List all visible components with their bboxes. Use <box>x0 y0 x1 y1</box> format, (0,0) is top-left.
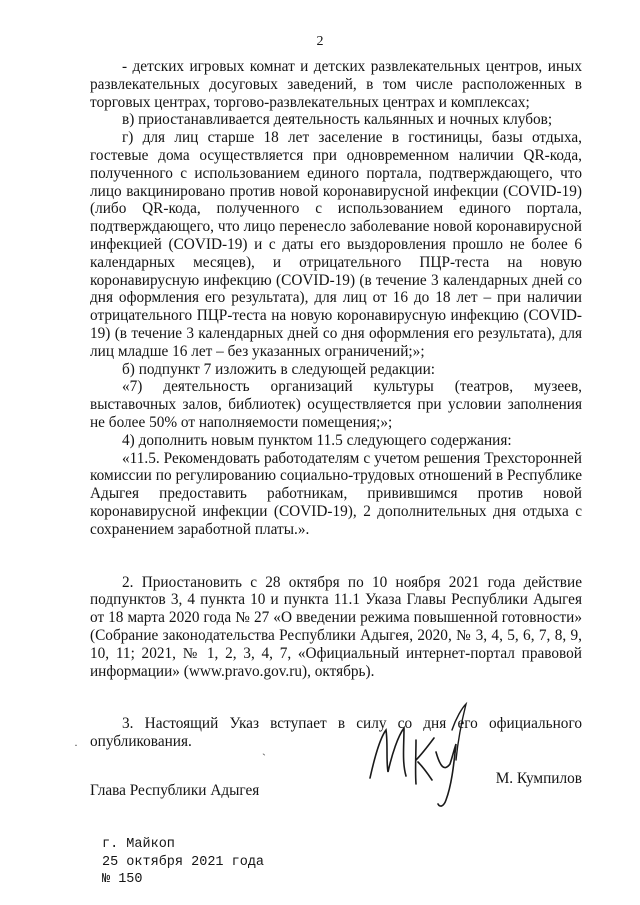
footer-date: 25 октября 2021 года <box>102 854 265 870</box>
signer-name: М. Кумпилов <box>495 770 582 787</box>
paragraph-hookah-clubs: в) приостанавливается деятельность кальянных и ночных клубов; <box>122 111 553 129</box>
paragraph-entertainment-venues: - детских игровых комнат и детских развлекательных центров, иных развлекательных досуговых заведений, в том числе расположенных в торговых центрах, торгово-развлекательных центрах и комплексах; <box>90 58 582 111</box>
paragraph-item-11-5: «11.5. Рекомендовать работодателям с учетом решения Трехсторонней комиссии по регулированию социально-трудовых отношений в Республике Адыгея предоставить работникам, привившимся против новой коронавирусной инфекции (COVID-19), 2 дополнительных дня отдыха с сохранением заработной платы.». <box>90 449 582 538</box>
paragraph-entry-into-force: 3. Настоящий Указ вступает в силу со дня его официального опубликования. <box>90 715 582 751</box>
paragraph-hotel-qr-code: г) для лиц старше 18 лет заселение в гостиницы, базы отдыха, гостевые дома осуществляется при одновременном наличии QR-кода, полученного с использованием единого портала, подтверждающего, что лицо вакцинировано против новой коронавирусной инфекции (COVID-19) (либо QR-кода, полученного с использованием единого портала, подтверждающего, что лицо перенесло заболевание новой коронавирусной инфекцией (COVID-19) и с даты его выздоровления прошло не более 6 календарных месяцев), и отрицательного ПЦР-теста на новую коронавирусную инфекцию (COVID-19) (в течение 3 календарных дней со дня оформления его результата), для лиц от 16 до 18 лет – при наличии отрицательного ПЦР-теста на новую коронавирусную инфекцию (COVID-19) (в течение 3 календарных дней со дня оформления его результата), для лиц младше 16 лет – без указанных ограничений;»; <box>90 129 582 360</box>
document-body <box>90 58 582 751</box>
document-footer <box>102 836 264 889</box>
signer-title: Глава Республики Адыгея <box>90 782 260 799</box>
paragraph-suspension: 2. Приостановить с 28 октября по 10 ноября 2021 года действие подпунктов 3, 4 пункта 10 и пункта 11.1 Указа Главы Республики Адыгея от 18 марта 2020 года № 27 «О введении режима повышенной готовности» (Собрание законодательства Республики Адыгея, 2020, № 3, 4, 5, 6, 7, 8, 9, 10, 11; 2021, № 1, 2, 3, 4, 7, «Официальный интернет-портал правовой информации» (www.pravo.gov.ru), октябрь). <box>90 573 582 680</box>
footer-city: г. Майкоп <box>102 837 175 852</box>
scan-speck: ˎ <box>262 742 266 756</box>
page-number: 2 <box>316 34 324 49</box>
scan-speck: · <box>74 738 78 752</box>
paragraph-item-11-5-intro: 4) дополнить новым пунктом 11.5 следующего содержания: <box>122 431 512 449</box>
signature-block <box>90 770 582 800</box>
paragraph-subitem-7-intro: б) подпункт 7 изложить в следующей редакции: <box>122 360 436 378</box>
footer-number: № 150 <box>102 872 143 887</box>
paragraph-culture-organizations: «7) деятельность организаций культуры (театров, музеев, выставочных залов, библиотек) осуществляется при условии заполнения не более 50% от наполняемости помещения;»; <box>90 378 582 431</box>
